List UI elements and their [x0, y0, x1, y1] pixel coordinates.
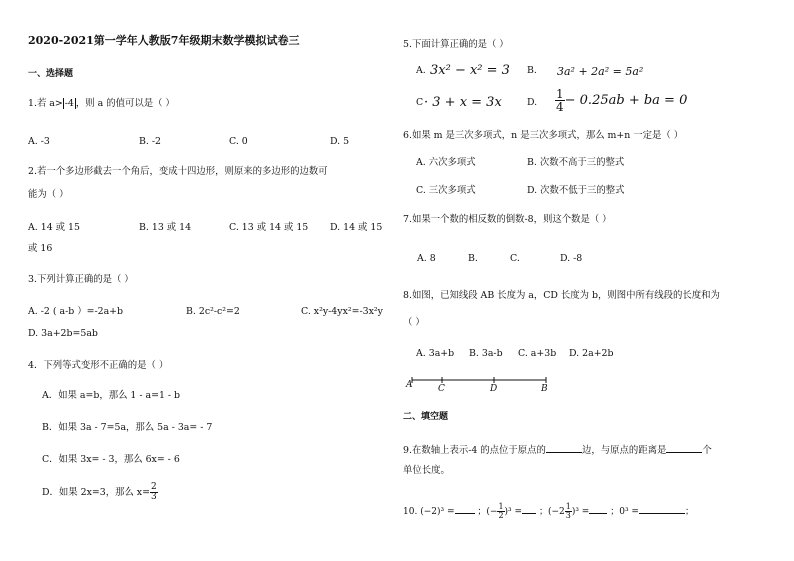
q5-option-c-label: C: [416, 97, 424, 108]
q6-option-d: D. 次数不低于三的整式: [527, 185, 625, 196]
q5-option-a-label: A.: [416, 65, 426, 76]
q1-stem-part-a: 1.若 a>: [28, 98, 63, 109]
question-2-line-1: 2.若一个多边形截去一个角后，变成十四边形，则原来的多边形的边数可: [28, 166, 328, 177]
q9-part-b: 边，与原点的距离是: [581, 445, 667, 456]
question-8-line-2: （ ）: [403, 317, 425, 328]
q2-option-d-wrap: 或 16: [28, 243, 53, 254]
q3-option-d: D. 3a+2b=5ab: [28, 328, 98, 339]
q8-option-d: D. 2a+2b: [569, 348, 614, 359]
question-2-line-2: 能为（ ）: [28, 189, 69, 200]
q10-fraction-1: [497, 503, 504, 520]
q2-option-b: B. 13 或 14: [139, 222, 192, 233]
q5-option-b-expression: 3a² + 2a² = 5a²: [557, 65, 644, 78]
q5-option-b-label: B.: [527, 65, 537, 76]
point-label-b: B: [541, 384, 548, 394]
question-7-stem: 7.如果一个数的相反数的倒数-8，则这个数是（ ）: [403, 214, 612, 225]
q10-expression-2-post: )³ =: [504, 507, 523, 517]
question-3-stem: 3.下列计算正确的是（ ）: [28, 274, 134, 285]
q5-fraction-denominator: 4: [556, 100, 564, 114]
q10-fraction-2-denominator: 3: [565, 511, 571, 520]
q3-option-c: C. x²y-4yx²=-3x²y: [301, 306, 383, 317]
q10-fraction-1-denominator: 2: [498, 511, 504, 520]
segment-diagram: [405, 372, 555, 396]
q4-option-c: C．如果 3x= - 3，那么 6x= - 6: [42, 454, 180, 465]
q4-fraction: [150, 483, 158, 502]
q10-expression-1: (−2)³ =: [420, 507, 455, 517]
point-label-d: D: [490, 384, 498, 394]
q2-option-a: A. 14 或 15: [28, 222, 80, 233]
q6-option-c: C. 三次多项式: [416, 185, 476, 196]
q7-option-c: C.: [510, 253, 520, 264]
q5-option-d-expression: [555, 88, 687, 113]
point-label-c: C: [438, 384, 445, 394]
q10-expression-3-post: )³ =: [571, 507, 590, 517]
question-4-stem: 4．下列等式变形不正确的是（ ）: [28, 360, 169, 371]
q10-blank-3[interactable]: [589, 504, 607, 514]
q10-expression-3-pre: ；(−2: [538, 507, 565, 517]
q1-absolute-value: -4: [64, 98, 74, 109]
q10-expression-2-pre: ；(−: [477, 507, 498, 517]
q5-option-d-rest: − 0.25ab + ba = 0: [564, 93, 688, 108]
q8-option-c: C. a+3b: [518, 348, 557, 359]
q1-option-a: A. -3: [28, 136, 50, 147]
q10-fraction-2: [565, 503, 572, 520]
q10-blank-4[interactable]: [639, 504, 685, 514]
q6-option-a: A. 六次多项式: [416, 157, 476, 168]
exam-title: 2020-2021第一学年人教版7年级期末数学模拟试卷三: [28, 34, 300, 47]
q4-option-d: [42, 483, 158, 502]
question-10: [403, 503, 694, 520]
q10-blank-2[interactable]: [522, 504, 536, 514]
q1-option-c: C. 0: [229, 136, 248, 147]
q5-fraction: [555, 88, 565, 113]
q5-option-d-label: D.: [527, 97, 538, 108]
q9-blank-1[interactable]: [546, 443, 582, 453]
q1-stem-part-b: ，则 a 的值可以是（ ）: [75, 98, 175, 109]
q4-option-b: B．如果 3a - 7=5a，那么 5a - 3a= - 7: [42, 422, 213, 433]
q8-option-a: A. 3a+b: [416, 348, 455, 359]
q7-option-b: B.: [468, 253, 478, 264]
q4-option-a: A．如果 a=b，那么 1 - a=1 - b: [42, 390, 181, 401]
question-1-stem: [28, 99, 175, 109]
q2-option-c: C. 13 或 14 或 15: [229, 222, 309, 233]
q4-fraction-denominator: 3: [150, 492, 157, 502]
q1-option-b: B. -2: [139, 136, 161, 147]
q4-option-d-text: D．如果 2x=3，那么 x=: [42, 487, 150, 498]
q10-fraction-2-numerator: 1: [565, 502, 571, 511]
q5-fraction-numerator: 1: [556, 87, 564, 101]
q10-tail: ；: [684, 507, 694, 517]
question-8-line-1: 8.如图，已知线段 AB 长度为 a，CD 长度为 b，则图中所有线段的长度和为: [403, 290, 720, 301]
q2-option-d: D. 14 或 15: [330, 222, 383, 233]
section-choice-heading: 一、选择题: [28, 69, 74, 79]
q3-option-b: B. 2c²-c²=2: [186, 306, 240, 317]
q7-option-a: A. 8: [417, 253, 436, 264]
q4-fraction-numerator: 2: [150, 482, 157, 492]
q9-part-c: 个: [702, 445, 712, 456]
question-9-line-2: 单位长度。: [403, 465, 450, 476]
q7-option-d: D. -8: [560, 253, 583, 264]
q10-fraction-1-numerator: 1: [498, 502, 504, 511]
q1-option-d: D. 5: [330, 136, 350, 147]
point-label-a: A: [406, 380, 413, 390]
q10-expression-4: ；0³ =: [610, 507, 639, 517]
q8-option-b: B. 3a-b: [469, 348, 503, 359]
q5-option-c-expression: · 3 + x = 3x: [424, 95, 502, 110]
q9-part-a: 9.在数轴上表示-4 的点位于原点的: [403, 445, 546, 456]
q10-label: 10.: [403, 507, 418, 517]
question-6-stem: 6.如果 m 是三次多项式，n 是三次多项式，那么 m+n 一定是（ ）: [403, 130, 684, 141]
q10-blank-1[interactable]: [455, 504, 475, 514]
section-fill-heading: 二、填空题: [403, 412, 449, 422]
q5-option-a-expression: 3x² − x² = 3: [430, 63, 510, 78]
q3-option-a: A. -2 ( a-b ）=-2a+b: [28, 306, 124, 317]
q6-option-b: B. 次数不高于三的整式: [527, 157, 625, 168]
question-5-stem: 5.下面计算正确的是（ ）: [403, 39, 509, 50]
question-9-line-1: [403, 443, 712, 456]
q9-blank-2[interactable]: [666, 443, 702, 453]
